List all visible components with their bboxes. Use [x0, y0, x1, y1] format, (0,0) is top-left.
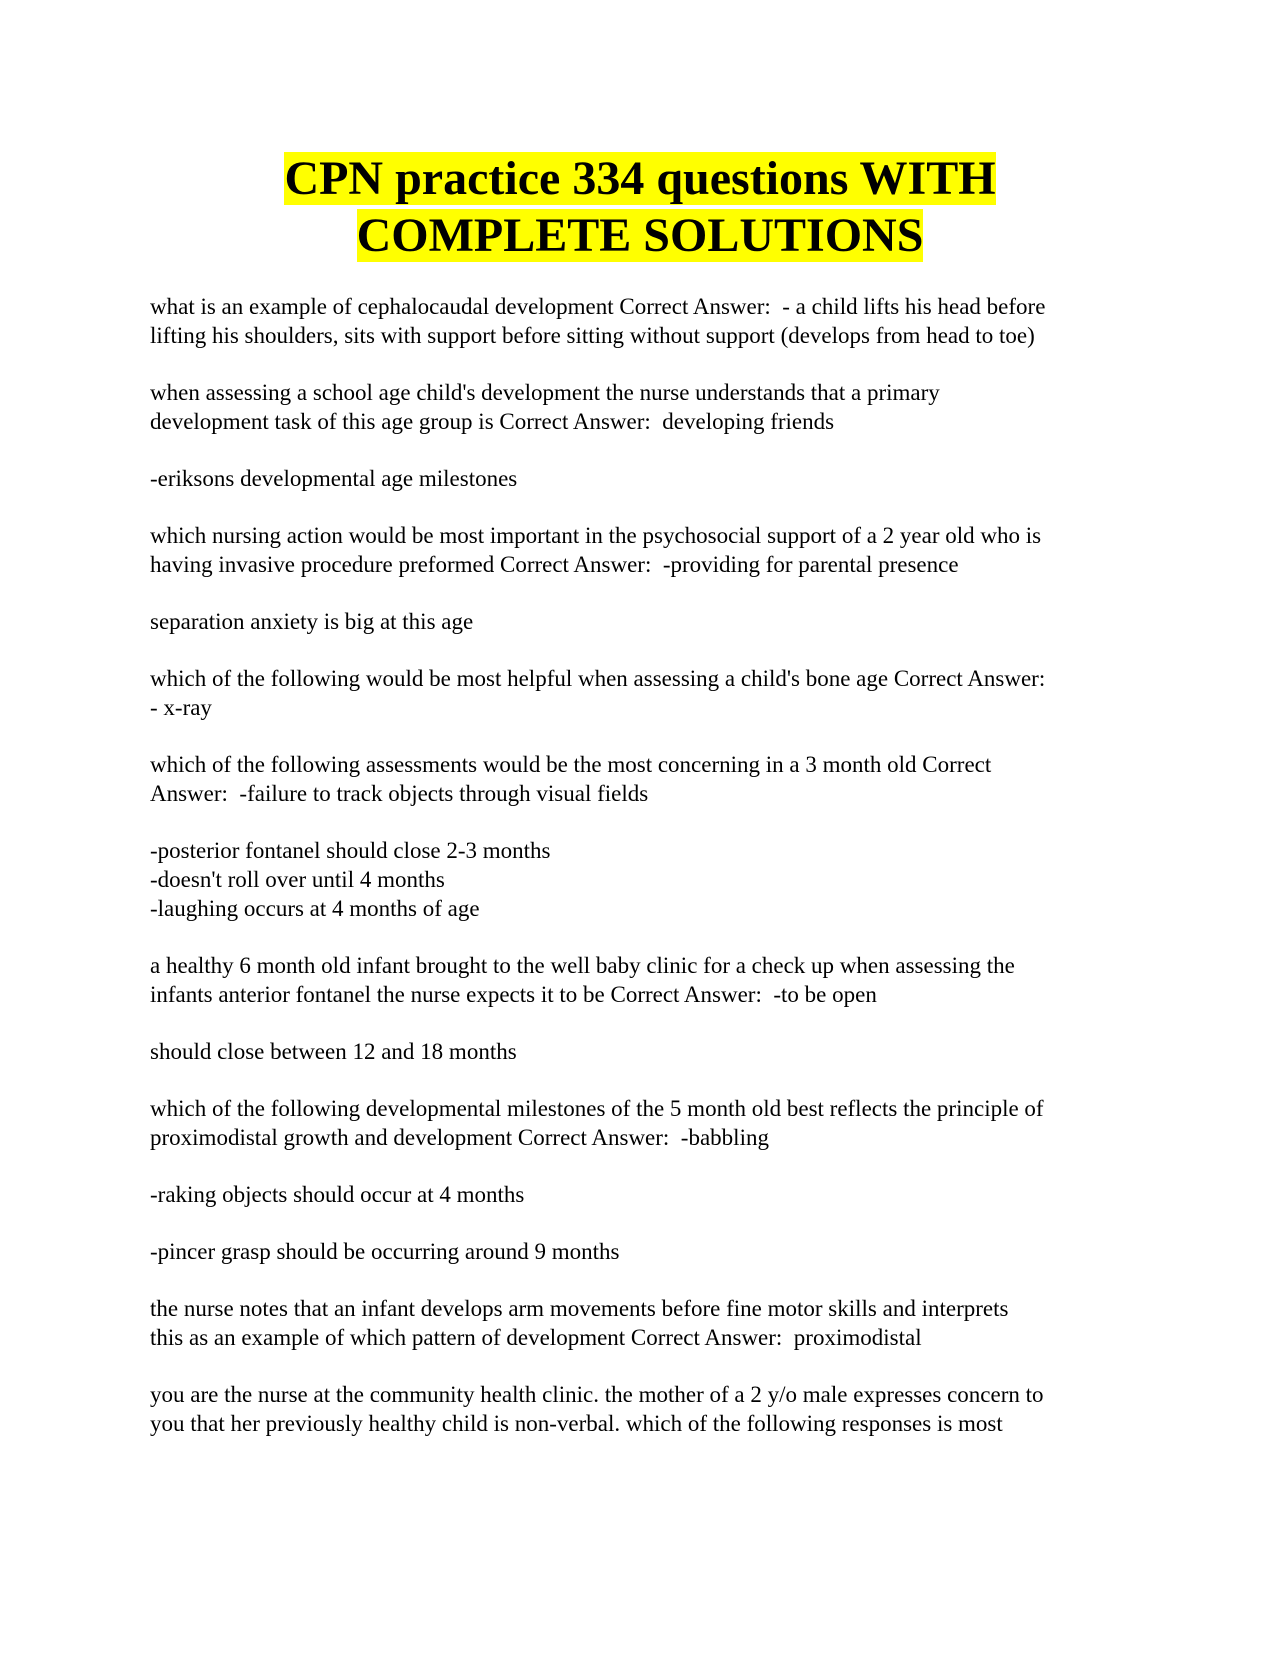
question-paragraph [150, 1037, 1140, 1066]
text-line: a healthy 6 month old infant brought to the well baby clinic for a check up when assessing the [150, 953, 1015, 978]
title-line-1: CPN practice 334 questions WITH [284, 152, 996, 205]
text-line: lifting his shoulders, sits with support before sitting without support (develops from head to toe) [150, 323, 1035, 348]
text-line: -pincer grasp should be occurring around 9 months [150, 1239, 620, 1264]
text-line: proximodistal growth and development Correct Answer: -babbling [150, 1125, 769, 1150]
text-line: -eriksons developmental age milestones [150, 466, 518, 491]
question-paragraph [150, 1180, 1140, 1209]
question-paragraph [150, 951, 1140, 1009]
text-line: which of the following would be most helpful when assessing a child's bone age Correct Answer: [150, 666, 1046, 691]
text-line: infants anterior fontanel the nurse expects it to be Correct Answer: -to be open [150, 982, 877, 1007]
question-paragraph [150, 521, 1140, 579]
question-paragraph [150, 1094, 1140, 1152]
text-line: Answer: -failure to track objects through visual fields [150, 781, 649, 806]
text-line: the nurse notes that an infant develops arm movements before fine motor skills and interprets [150, 1296, 1009, 1321]
text-line: -posterior fontanel should close 2-3 months [150, 838, 551, 863]
question-paragraph [150, 1237, 1140, 1266]
text-line: development task of this age group is Correct Answer: developing friends [150, 409, 835, 434]
text-line: which nursing action would be most important in the psychosocial support of a 2 year old who is [150, 523, 1042, 548]
text-line: separation anxiety is big at this age [150, 609, 474, 634]
question-paragraph [150, 664, 1140, 722]
question-paragraph [150, 378, 1140, 436]
question-paragraph [150, 607, 1140, 636]
text-line: which of the following assessments would be the most concerning in a 3 month old Correct [150, 752, 992, 777]
text-line: you that her previously healthy child is non-verbal. which of the following responses is most [150, 1411, 1003, 1436]
text-line: you are the nurse at the community health clinic. the mother of a 2 y/o male expresses concern to [150, 1382, 1044, 1407]
text-line: this as an example of which pattern of development Correct Answer: proximodistal [150, 1325, 922, 1350]
question-paragraph [150, 1294, 1140, 1352]
document-title [150, 150, 1130, 264]
question-paragraph [150, 750, 1140, 808]
title-line-2: COMPLETE SOLUTIONS [356, 209, 924, 262]
question-paragraph [150, 464, 1140, 493]
text-line: -laughing occurs at 4 months of age [150, 896, 480, 921]
question-paragraph [150, 292, 1140, 350]
text-line: when assessing a school age child's development the nurse understands that a primary [150, 380, 940, 405]
text-line: should close between 12 and 18 months [150, 1039, 517, 1064]
question-paragraph [150, 1380, 1140, 1438]
text-line: having invasive procedure preformed Correct Answer: -providing for parental presence [150, 552, 959, 577]
question-paragraph [150, 836, 1140, 923]
text-line: what is an example of cephalocaudal development Correct Answer: - a child lifts his head before [150, 294, 1046, 319]
document-body [150, 292, 1140, 1466]
text-line: - x-ray [150, 695, 212, 720]
text-line: which of the following developmental milestones of the 5 month old best reflects the principle of [150, 1096, 1044, 1121]
text-line: -doesn't roll over until 4 months [150, 867, 445, 892]
text-line: -raking objects should occur at 4 months [150, 1182, 525, 1207]
